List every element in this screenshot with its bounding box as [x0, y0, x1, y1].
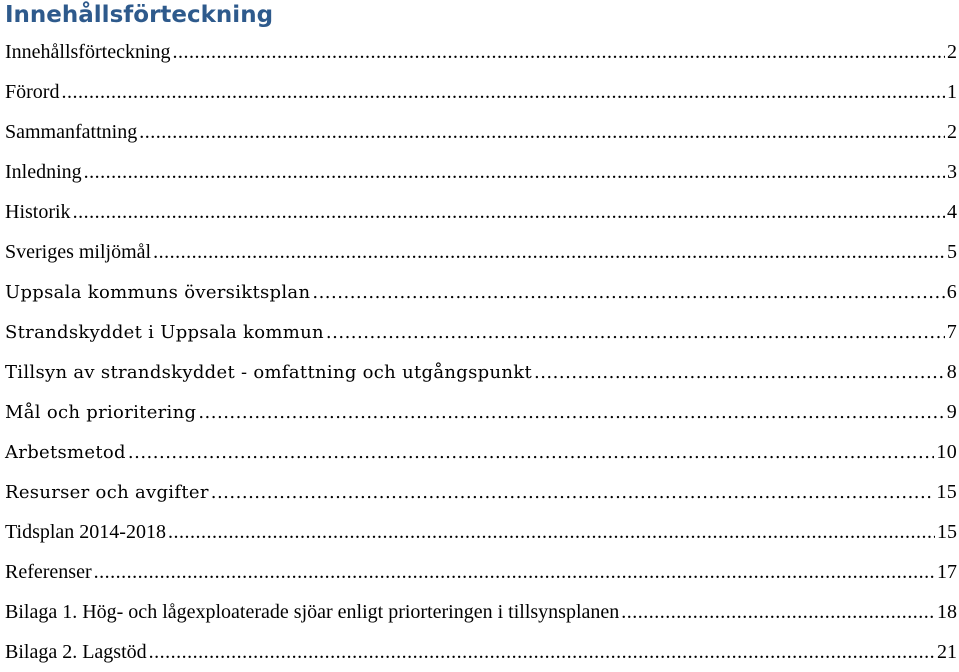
- toc-dot-leader: [621, 592, 935, 632]
- toc-entry[interactable]: [5, 592, 957, 632]
- toc-entry[interactable]: [5, 272, 957, 312]
- toc-entry[interactable]: [5, 112, 957, 152]
- toc-list: [5, 32, 957, 672]
- toc-dot-leader: [173, 32, 946, 72]
- toc-entry[interactable]: [5, 432, 957, 472]
- toc-entry-title: Tillsyn av strandskyddet - omfattning och utgångspunkt: [5, 362, 532, 383]
- toc-entry[interactable]: [5, 232, 957, 272]
- toc-dot-leader: [312, 273, 944, 313]
- toc-entry-page: 15: [937, 521, 957, 543]
- toc-entry-title: Mål och prioritering: [5, 402, 197, 423]
- toc-entry[interactable]: [5, 392, 957, 432]
- toc-entry[interactable]: [5, 152, 957, 192]
- toc-entry-page: 5: [947, 241, 957, 263]
- toc-entry[interactable]: [5, 512, 957, 552]
- toc-entry-title: Inledning: [5, 161, 82, 183]
- toc-entry[interactable]: [5, 352, 957, 392]
- toc-dot-leader: [153, 232, 945, 272]
- toc-dot-leader: [94, 552, 935, 592]
- toc-entry-title: Strandskyddet i Uppsala kommun: [5, 322, 324, 343]
- toc-entry-page: 2: [947, 121, 957, 143]
- toc-entry-page: 21: [937, 641, 957, 663]
- toc-entry-title: Bilaga 1. Hög- och lågexploaterade sjöar enligt priorteringen i tillsynsplanen: [5, 601, 620, 623]
- toc-dot-leader: [198, 393, 944, 433]
- toc-entry[interactable]: [5, 472, 957, 512]
- toc-heading: Innehållsförteckning: [5, 2, 274, 28]
- toc-dot-leader: [211, 473, 935, 513]
- toc-entry-page: 8: [946, 361, 957, 383]
- toc-entry[interactable]: [5, 552, 957, 592]
- toc-entry[interactable]: [5, 312, 957, 352]
- toc-dot-leader: [168, 512, 935, 552]
- toc-dot-leader: [84, 152, 945, 192]
- toc-entry-page: 3: [947, 161, 957, 183]
- toc-entry-title: Tidsplan 2014-2018: [5, 521, 166, 543]
- toc-entry-title: Referenser: [5, 561, 92, 583]
- toc-entry-title: Sveriges miljömål: [5, 241, 152, 263]
- toc-dot-leader: [534, 353, 945, 393]
- toc-entry-title: Uppsala kommuns översiktsplan: [5, 282, 311, 303]
- toc-entry[interactable]: [5, 632, 957, 672]
- toc-entry-page: 1: [947, 81, 957, 103]
- toc-dot-leader: [61, 72, 945, 112]
- toc-entry-page: 6: [946, 281, 957, 303]
- toc-entry-page: 2: [947, 41, 957, 63]
- toc-entry-title: Historik: [5, 201, 71, 223]
- toc-entry-title: Förord: [5, 81, 60, 103]
- toc-dot-leader: [128, 433, 935, 473]
- toc-entry-title: Bilaga 2. Lagstöd: [5, 641, 147, 663]
- toc-entry-title: Resurser och avgifter: [5, 482, 209, 503]
- toc-entry-page: 18: [937, 601, 957, 623]
- toc-dot-leader: [149, 632, 935, 672]
- toc-dot-leader: [326, 313, 945, 353]
- toc-entry-title: Innehållsförteckning: [5, 41, 171, 63]
- toc-entry-page: 15: [936, 481, 957, 503]
- toc-entry-page: 9: [946, 401, 957, 423]
- toc-entry[interactable]: [5, 192, 957, 232]
- toc-entry-page: 17: [937, 561, 957, 583]
- toc-entry-page: 4: [947, 201, 957, 223]
- toc-entry[interactable]: [5, 72, 957, 112]
- toc-entry-page: 7: [946, 321, 957, 343]
- toc-entry-title: Sammanfattning: [5, 121, 138, 143]
- toc-entry[interactable]: [5, 32, 957, 72]
- toc-entry-page: 10: [936, 441, 957, 463]
- toc-entry-title: Arbetsmetod: [5, 442, 126, 463]
- toc-dot-leader: [139, 112, 945, 152]
- toc-dot-leader: [73, 192, 945, 232]
